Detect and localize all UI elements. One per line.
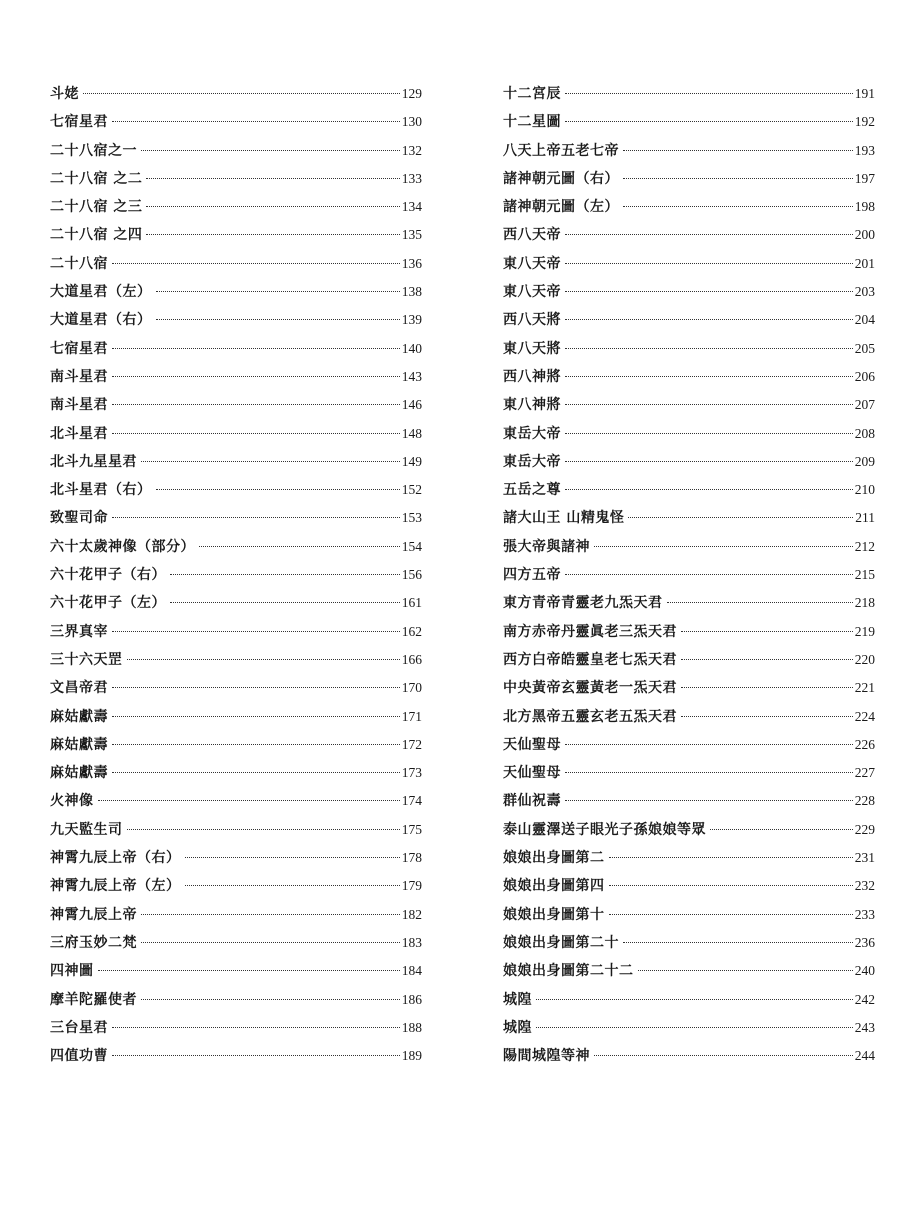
dot-leader [565, 319, 853, 320]
toc-entry-page-number: 226 [854, 736, 875, 752]
toc-entry-title: 天仙聖母 [503, 736, 561, 753]
toc-entry-page-number: 209 [854, 453, 875, 469]
toc-entry [50, 165, 422, 193]
dot-leader [185, 885, 400, 886]
toc-entry-title: 娘娘出身圖第二十 [503, 934, 619, 951]
toc-entry-title: 三台星君 [50, 1019, 108, 1036]
dot-leader [594, 1055, 853, 1056]
toc-entry-title: 諸神朝元圖（右） [503, 170, 619, 187]
toc-entry-title: 九天監生司 [50, 821, 123, 838]
toc-entry [50, 787, 422, 815]
dot-leader [127, 659, 400, 660]
toc-entry-page-number: 140 [401, 340, 422, 356]
toc-entry [50, 731, 422, 759]
toc-entry [503, 1014, 875, 1042]
dot-leader [112, 1027, 400, 1028]
toc-entry [50, 108, 422, 136]
toc-entry-title: 娘娘出身圖第四 [503, 878, 605, 895]
dot-leader [112, 1055, 400, 1056]
toc-entry-page-number: 198 [854, 199, 875, 215]
toc-entry-title: 七宿星君 [50, 114, 108, 131]
toc-entry-title: 六十花甲子（右） [50, 567, 166, 584]
toc-entry-title: 北方黑帝五靈玄老五炁天君 [503, 708, 677, 725]
dot-leader [565, 376, 853, 377]
dot-leader [146, 178, 399, 179]
toc-entry [50, 1042, 422, 1070]
dot-leader [146, 234, 399, 235]
toc-entry [503, 193, 875, 221]
toc-entry [50, 703, 422, 731]
dot-leader [112, 517, 400, 518]
dot-leader [565, 433, 853, 434]
toc-entry-title: 東八神將 [503, 397, 561, 414]
toc-entry-title: 大道星君（右） [50, 312, 152, 329]
toc-entry [503, 561, 875, 589]
toc-entry-title: 二十八宿 之二 [50, 170, 143, 187]
toc-entry-page-number: 192 [854, 114, 875, 130]
toc-entry-page-number: 207 [854, 397, 875, 413]
toc-entry-page-number: 146 [401, 397, 422, 413]
toc-entry-title: 四值功曹 [50, 1048, 108, 1065]
dot-leader [141, 914, 400, 915]
toc-entry-title: 西八天將 [503, 312, 561, 329]
toc-entry-title: 神霄九辰上帝（左） [50, 878, 181, 895]
toc-entry [503, 108, 875, 136]
dot-leader [565, 800, 853, 801]
toc-entry [50, 618, 422, 646]
toc-entry [50, 448, 422, 476]
toc-entry [503, 589, 875, 617]
dot-leader [112, 744, 400, 745]
toc-entry-page-number: 231 [854, 850, 875, 866]
toc-entry-title: 三府玉妙二梵 [50, 934, 137, 951]
dot-leader [536, 999, 853, 1000]
toc-entry-title: 十二宮辰 [503, 86, 561, 102]
dot-leader [594, 546, 853, 547]
toc-entry [50, 278, 422, 306]
toc-entry-page-number: 200 [854, 227, 875, 243]
toc-entry-page-number: 193 [854, 142, 875, 158]
toc-entry [503, 957, 875, 985]
toc-entry [50, 420, 422, 448]
toc-entry [503, 533, 875, 561]
toc-entry-page-number: 153 [401, 510, 422, 526]
toc-entry-title: 麻姑獻壽 [50, 736, 108, 753]
toc-entry-page-number: 218 [854, 595, 875, 611]
dot-leader [638, 970, 853, 971]
toc-entry-title: 諸神朝元圖（左） [503, 199, 619, 216]
toc-entry [50, 957, 422, 985]
toc-entry-title: 東八天帝 [503, 255, 561, 272]
dot-leader [565, 263, 853, 264]
dot-leader [112, 376, 400, 377]
toc-entry-page-number: 204 [854, 312, 875, 328]
toc-entry-title: 二十八宿之一 [50, 142, 137, 159]
toc-entry [503, 391, 875, 419]
toc-entry-page-number: 240 [854, 963, 875, 979]
dot-leader [565, 574, 853, 575]
toc-entry-title: 北斗星君 [50, 425, 108, 442]
dot-leader [681, 716, 853, 717]
toc-entry-title: 文昌帝君 [50, 680, 108, 697]
toc-entry [503, 674, 875, 702]
toc-entry [50, 250, 422, 278]
toc-entry-title: 城隍 [503, 1019, 532, 1036]
dot-leader [565, 744, 853, 745]
toc-entry-page-number: 135 [401, 227, 422, 243]
toc-entry-title: 二十八宿 之三 [50, 199, 143, 216]
dot-leader [623, 206, 853, 207]
toc-entry-title: 東方青帝青靈老九炁天君 [503, 595, 663, 612]
toc-entry-title: 摩羊陀羅使者 [50, 991, 137, 1008]
dot-leader [185, 857, 400, 858]
toc-entry [50, 80, 422, 108]
toc-entry-page-number: 139 [401, 312, 422, 328]
toc-entry-page-number: 182 [401, 906, 422, 922]
toc-entry [50, 533, 422, 561]
toc-entry-page-number: 242 [854, 991, 875, 1007]
toc-entry-title: 城隍 [503, 991, 532, 1008]
toc-entry [50, 929, 422, 957]
toc-entry-page-number: 212 [854, 538, 875, 554]
toc-entry-page-number: 166 [401, 651, 422, 667]
toc-entry-page-number: 134 [401, 199, 422, 215]
toc-entry-page-number: 188 [401, 1019, 422, 1035]
dot-leader [628, 517, 853, 518]
toc-entry-page-number: 175 [401, 821, 422, 837]
toc-entry-page-number: 133 [401, 170, 422, 186]
toc-entry-page-number: 232 [854, 878, 875, 894]
dot-leader [98, 970, 400, 971]
toc-entry-page-number: 183 [401, 934, 422, 950]
toc-entry-title: 五岳之尊 [503, 482, 561, 499]
dot-leader [623, 150, 853, 151]
toc-entry-page-number: 244 [854, 1048, 875, 1064]
toc-entry-title: 諸大山王 山精鬼怪 [503, 510, 625, 527]
toc-entry [503, 872, 875, 900]
toc-entry [50, 901, 422, 929]
toc-entry-page-number: 179 [401, 878, 422, 894]
toc-entry [503, 420, 875, 448]
toc-entry [50, 561, 422, 589]
toc-entry [50, 476, 422, 504]
dot-leader [141, 150, 400, 151]
toc-entry-title: 八天上帝五老七帝 [503, 142, 619, 159]
toc-entry-page-number: 178 [401, 850, 422, 866]
dot-leader [565, 404, 853, 405]
dot-leader [112, 348, 400, 349]
toc-entry [50, 363, 422, 391]
dot-leader [565, 93, 853, 94]
toc-entry-title: 西八神將 [503, 368, 561, 385]
toc-entry [50, 759, 422, 787]
toc-entry [503, 759, 875, 787]
dot-leader [156, 319, 400, 320]
toc-entry [50, 986, 422, 1014]
toc-entry-title: 東八天將 [503, 340, 561, 357]
toc-entry [50, 844, 422, 872]
toc-entry-title: 西八天帝 [503, 227, 561, 244]
dot-leader [141, 999, 400, 1000]
dot-leader [609, 914, 853, 915]
dot-leader [156, 489, 400, 490]
toc-entry-page-number: 172 [401, 736, 422, 752]
toc-entry-title: 娘娘出身圖第二 [503, 850, 605, 867]
dot-leader [667, 602, 853, 603]
dot-leader [565, 772, 853, 773]
toc-entry [50, 646, 422, 674]
toc-entry-page-number: 189 [401, 1048, 422, 1064]
toc-entry-page-number: 186 [401, 991, 422, 1007]
dot-leader [112, 772, 400, 773]
toc-entry [503, 646, 875, 674]
toc-entry-title: 麻姑獻壽 [50, 708, 108, 725]
toc-entry [503, 335, 875, 363]
toc-entry-page-number: 224 [854, 708, 875, 724]
toc-column-left [50, 80, 422, 1070]
toc-entry-title: 三界真宰 [50, 623, 108, 640]
toc-entry-title: 天仙聖母 [503, 765, 561, 782]
toc-entry-page-number: 197 [854, 170, 875, 186]
dot-leader [565, 291, 853, 292]
toc-entry-page-number: 228 [854, 793, 875, 809]
toc-entry-title: 東岳大帝 [503, 453, 561, 470]
toc-entry-title: 張大帝與諸神 [503, 538, 590, 555]
dot-leader [199, 546, 400, 547]
toc-entry [503, 476, 875, 504]
dot-leader [127, 829, 400, 830]
toc-entry [503, 448, 875, 476]
dot-leader [565, 121, 853, 122]
toc-entry-title: 中央黃帝玄靈黃老一炁天君 [503, 680, 677, 697]
dot-leader [156, 291, 400, 292]
toc-entry-page-number: 184 [401, 963, 422, 979]
toc-entry [50, 137, 422, 165]
toc-entry-page-number: 162 [401, 623, 422, 639]
toc-entry [503, 844, 875, 872]
dot-leader [146, 206, 399, 207]
toc-entry [503, 363, 875, 391]
toc-entry-page-number: 161 [401, 595, 422, 611]
toc-entry-page-number: 148 [401, 425, 422, 441]
toc-entry-page-number: 154 [401, 538, 422, 554]
dot-leader [681, 659, 853, 660]
dot-leader [112, 631, 400, 632]
toc-entry-page-number: 138 [401, 284, 422, 300]
dot-leader [565, 489, 853, 490]
toc-entry-title: 六十太歲神像（部分） [50, 538, 195, 555]
toc-entry-page-number: 173 [401, 765, 422, 781]
toc-entry [503, 929, 875, 957]
toc-entry-page-number: 171 [401, 708, 422, 724]
toc-entry [50, 306, 422, 334]
toc-entry-page-number: 203 [854, 284, 875, 300]
toc-entry-page-number: 174 [401, 793, 422, 809]
dot-leader [112, 433, 400, 434]
toc-entry-page-number: 152 [401, 482, 422, 498]
dot-leader [681, 631, 853, 632]
toc-entry-page-number: 130 [401, 114, 422, 130]
dot-leader [623, 942, 853, 943]
toc-entry-title: 斗姥 [50, 86, 79, 102]
dot-leader [170, 574, 400, 575]
dot-leader [681, 687, 853, 688]
toc-entry [50, 589, 422, 617]
dot-leader [623, 178, 853, 179]
toc-entry-title: 七宿星君 [50, 340, 108, 357]
toc-entry-page-number: 219 [854, 623, 875, 639]
toc-entry [50, 504, 422, 532]
toc-entry-page-number: 233 [854, 906, 875, 922]
toc-entry-page-number: 236 [854, 934, 875, 950]
toc-entry-title: 四神圖 [50, 963, 94, 980]
toc-entry [503, 221, 875, 249]
dot-leader [710, 829, 853, 830]
dot-leader [609, 857, 853, 858]
toc-entry-page-number: 243 [854, 1019, 875, 1035]
toc-entry-title: 北斗星君（右） [50, 482, 152, 499]
toc-entry-title: 東八天帝 [503, 284, 561, 301]
toc-entry-title: 三十六天罡 [50, 651, 123, 668]
toc-entry-title: 陽間城隍等神 [503, 1048, 590, 1065]
dot-leader [565, 348, 853, 349]
toc-entry-page-number: 210 [854, 482, 875, 498]
toc-entry-title: 二十八宿 之四 [50, 227, 143, 244]
toc-column-right [503, 80, 875, 1070]
dot-leader [170, 602, 400, 603]
dot-leader [141, 461, 400, 462]
toc-entry [503, 165, 875, 193]
toc-entry-title: 泰山靈澤送子眼光子孫娘娘等眾 [503, 821, 706, 838]
toc-entry-page-number: 149 [401, 453, 422, 469]
toc-entry-title: 南斗星君 [50, 397, 108, 414]
toc-entry [50, 335, 422, 363]
toc-entry [503, 137, 875, 165]
toc-entry-page-number: 221 [854, 680, 875, 696]
toc-entry-title: 神霄九辰上帝（右） [50, 850, 181, 867]
toc-entry-page-number: 143 [401, 368, 422, 384]
toc-entry [503, 504, 875, 532]
toc-entry [503, 618, 875, 646]
toc-entry [503, 278, 875, 306]
toc-entry [503, 901, 875, 929]
toc-entry-page-number: 136 [401, 255, 422, 271]
toc-entry-title: 娘娘出身圖第二十二 [503, 963, 634, 980]
toc-entry [503, 250, 875, 278]
dot-leader [112, 404, 400, 405]
dot-leader [536, 1027, 853, 1028]
toc-entry-title: 二十八宿 [50, 255, 108, 272]
toc-entry-page-number: 229 [854, 821, 875, 837]
toc-entry [503, 986, 875, 1014]
toc-entry-page-number: 129 [401, 86, 422, 101]
toc-entry [503, 1042, 875, 1070]
toc-entry-title: 北斗九星星君 [50, 453, 137, 470]
toc-entry-title: 西方白帝皓靈皇老七炁天君 [503, 651, 677, 668]
toc-entry [50, 816, 422, 844]
toc-entry [503, 731, 875, 759]
toc-entry [503, 80, 875, 108]
toc-entry-title: 麻姑獻壽 [50, 765, 108, 782]
toc-entry [50, 1014, 422, 1042]
toc-entry-page-number: 211 [855, 510, 875, 526]
dot-leader [112, 687, 400, 688]
toc-entry-title: 群仙祝壽 [503, 793, 561, 810]
toc-entry-page-number: 201 [854, 255, 875, 271]
dot-leader [565, 234, 853, 235]
toc-entry [503, 816, 875, 844]
toc-entry-title: 致聖司命 [50, 510, 108, 527]
dot-leader [141, 942, 400, 943]
toc-entry [50, 872, 422, 900]
toc-entry-page-number: 206 [854, 368, 875, 384]
dot-leader [98, 800, 400, 801]
toc-entry-title: 十二星圖 [503, 114, 561, 131]
toc-entry-title: 神霄九辰上帝 [50, 906, 137, 923]
toc-entry-page-number: 205 [854, 340, 875, 356]
toc-entry-page-number: 220 [854, 651, 875, 667]
toc-entry-title: 火神像 [50, 793, 94, 810]
toc-entry-page-number: 132 [401, 142, 422, 158]
toc-entry-page-number: 208 [854, 425, 875, 441]
toc-entry-title: 大道星君（左） [50, 284, 152, 301]
toc-entry [50, 391, 422, 419]
toc-entry [503, 787, 875, 815]
toc-entry [503, 306, 875, 334]
toc-entry-page-number: 170 [401, 680, 422, 696]
dot-leader [83, 93, 400, 94]
toc-entry-title: 娘娘出身圖第十 [503, 906, 605, 923]
toc-entry-title: 六十花甲子（左） [50, 595, 166, 612]
dot-leader [112, 263, 400, 264]
toc-entry [50, 221, 422, 249]
toc-entry-page-number: 156 [401, 567, 422, 583]
dot-leader [112, 121, 400, 122]
toc-entry-page-number: 191 [854, 86, 875, 101]
toc-entry-title: 南斗星君 [50, 368, 108, 385]
toc-entry [50, 193, 422, 221]
toc-entry [503, 703, 875, 731]
toc-entry-page-number: 227 [854, 765, 875, 781]
dot-leader [112, 716, 400, 717]
toc-entry-title: 東岳大帝 [503, 425, 561, 442]
dot-leader [565, 461, 853, 462]
toc-entry-page-number: 215 [854, 567, 875, 583]
toc-entry [50, 674, 422, 702]
dot-leader [609, 885, 853, 886]
toc-entry-title: 四方五帝 [503, 567, 561, 584]
toc-entry-title: 南方赤帝丹靈眞老三炁天君 [503, 623, 677, 640]
